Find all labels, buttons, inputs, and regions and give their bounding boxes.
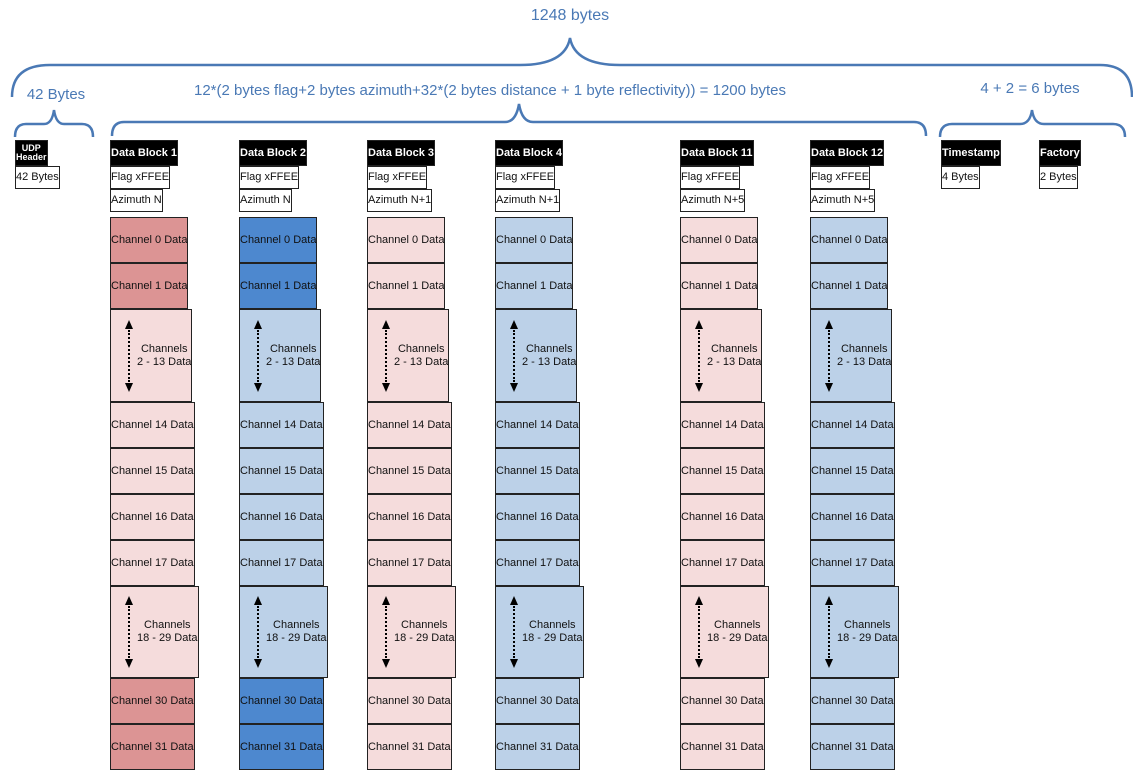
channel-range-cell [239, 309, 321, 402]
channel-cell: Channel 31 Data [239, 724, 324, 770]
range-label-line1: Channels [710, 342, 758, 355]
channel-cell: Channel 30 Data [495, 678, 580, 724]
range-arrow-icon [254, 320, 262, 392]
channel-cell: Channel 0 Data [239, 217, 317, 263]
channel-cell: Channel 0 Data [680, 217, 758, 263]
range-label-line1: Channels [529, 619, 576, 631]
channel-cell: Channel 17 Data [110, 540, 195, 586]
block-azimuth: Azimuth N+1 [495, 189, 560, 212]
channel-cell: Channel 16 Data [810, 494, 895, 540]
range-label-line2: 18 - 29 Data [837, 632, 898, 644]
tail-size-label: 4 + 2 = 6 bytes [980, 80, 1080, 97]
channel-range-cell [110, 309, 192, 402]
channel-cell: Channel 14 Data [367, 402, 452, 448]
block-title: Data Block 11 [680, 140, 754, 166]
channel-cell: Channel 31 Data [367, 724, 452, 770]
range-arrow-icon [825, 596, 833, 668]
channel-cell: Channel 16 Data [680, 494, 765, 540]
channel-cell: Channel 30 Data [110, 678, 195, 724]
channel-cell: Channel 17 Data [367, 540, 452, 586]
channel-cell: Channel 14 Data [680, 402, 765, 448]
channel-cell: Channel 14 Data [110, 402, 195, 448]
range-label-line2: 18 - 29 Data [266, 632, 327, 644]
range-label-line2: 18 - 29 Data [137, 632, 198, 644]
block-azimuth: Azimuth N [110, 189, 163, 212]
range-label-line1: Channels [140, 342, 188, 355]
range-label-line2: 2 - 13 Data [266, 355, 321, 368]
channel-cell: Channel 16 Data [367, 494, 452, 540]
channel-cell: Channel 31 Data [110, 724, 195, 770]
channel-cell: Channel 17 Data [810, 540, 895, 586]
range-label-line2: 2 - 13 Data [707, 355, 762, 368]
block-title: Data Block 1 [110, 140, 178, 166]
channel-cell: Channel 30 Data [680, 678, 765, 724]
block-flag: Flag xFFEE [110, 166, 170, 189]
channel-cell: Channel 17 Data [239, 540, 324, 586]
range-label-line1: Channels [273, 619, 320, 631]
range-label-line2: 2 - 13 Data [137, 355, 192, 368]
channel-cell: Channel 16 Data [239, 494, 324, 540]
range-label [837, 343, 891, 369]
channel-cell: Channel 30 Data [810, 678, 895, 724]
factory-size: 2 Bytes [1039, 166, 1078, 189]
channel-cell: Channel 15 Data [110, 448, 195, 494]
channel-cell: Channel 17 Data [680, 540, 765, 586]
channel-cell: Channel 15 Data [680, 448, 765, 494]
range-label-line2: 2 - 13 Data [394, 355, 449, 368]
channel-cell: Channel 15 Data [495, 448, 580, 494]
channel-cell: Channel 16 Data [495, 494, 580, 540]
timestamp-title: Timestamp [941, 140, 1001, 166]
block-azimuth: Azimuth N+5 [810, 189, 875, 212]
range-arrow-icon [382, 596, 390, 668]
channel-cell: Channel 1 Data [239, 263, 317, 309]
header-size-label: 42 Bytes [26, 86, 86, 103]
range-arrow-icon [695, 596, 703, 668]
channel-cell: Channel 16 Data [110, 494, 195, 540]
range-label [522, 343, 576, 369]
range-arrow-icon [510, 596, 518, 668]
block-title: Data Block 12 [810, 140, 884, 166]
channel-cell: Channel 31 Data [810, 724, 895, 770]
range-arrow-icon [254, 596, 262, 668]
range-label-line2: 18 - 29 Data [394, 632, 455, 644]
range-label-line2: 2 - 13 Data [522, 355, 577, 368]
range-arrow-icon [125, 320, 133, 392]
channel-cell: Channel 14 Data [810, 402, 895, 448]
range-label-line1: Channels [840, 342, 888, 355]
channel-cell: Channel 14 Data [239, 402, 324, 448]
range-label [266, 619, 327, 645]
channel-range-cell [367, 309, 449, 402]
factory-title: Factory [1039, 140, 1081, 166]
channel-cell: Channel 1 Data [495, 263, 573, 309]
block-title: Data Block 4 [495, 140, 563, 166]
range-arrow-icon [510, 320, 518, 392]
timestamp-size: 4 Bytes [941, 166, 980, 189]
range-label-line1: Channels [397, 342, 445, 355]
range-label-line1: Channels [714, 619, 761, 631]
udp-header-title [15, 140, 48, 166]
block-title: Data Block 2 [239, 140, 307, 166]
channel-cell: Channel 14 Data [495, 402, 580, 448]
payload-brace [112, 104, 926, 136]
channel-range-cell [810, 586, 899, 678]
channel-cell: Channel 30 Data [367, 678, 452, 724]
channel-cell: Channel 1 Data [110, 263, 188, 309]
channel-cell: Channel 15 Data [239, 448, 324, 494]
block-flag: Flag xFFEE [367, 166, 427, 189]
range-label-line1: Channels [144, 619, 191, 631]
range-arrow-icon [825, 320, 833, 392]
block-flag: Flag xFFEE [495, 166, 555, 189]
tail-brace [940, 110, 1125, 137]
block-flag: Flag xFFEE [239, 166, 299, 189]
range-label-line1: Channels [401, 619, 448, 631]
channel-cell: Channel 15 Data [810, 448, 895, 494]
range-label-line2: 18 - 29 Data [522, 632, 583, 644]
channel-range-cell [810, 309, 892, 402]
range-label-line1: Channels [269, 342, 317, 355]
channel-cell: Channel 0 Data [495, 217, 573, 263]
channel-cell: Channel 1 Data [367, 263, 445, 309]
channel-range-cell [680, 586, 769, 678]
range-label-line1: Channels [525, 342, 573, 355]
channel-cell: Channel 1 Data [680, 263, 758, 309]
channel-cell: Channel 31 Data [495, 724, 580, 770]
range-label [394, 343, 448, 369]
channel-cell: Channel 0 Data [367, 217, 445, 263]
channel-range-cell [110, 586, 199, 678]
range-label [394, 619, 455, 645]
header-brace [15, 110, 93, 137]
channel-cell: Channel 31 Data [680, 724, 765, 770]
channel-range-cell [680, 309, 762, 402]
range-arrow-icon [125, 596, 133, 668]
range-label [707, 343, 761, 369]
channel-range-cell [495, 309, 577, 402]
channel-cell: Channel 0 Data [110, 217, 188, 263]
block-flag: Flag xFFEE [680, 166, 740, 189]
block-azimuth: Azimuth N+5 [680, 189, 745, 212]
range-label-line2: 18 - 29 Data [707, 632, 768, 644]
channel-cell: Channel 1 Data [810, 263, 888, 309]
block-azimuth: Azimuth N [239, 189, 292, 212]
block-azimuth: Azimuth N+1 [367, 189, 432, 212]
udp-header-size: 42 Bytes [15, 166, 60, 189]
channel-cell: Channel 15 Data [367, 448, 452, 494]
channel-range-cell [495, 586, 584, 678]
channel-cell: Channel 30 Data [239, 678, 324, 724]
range-arrow-icon [382, 320, 390, 392]
range-label [137, 343, 191, 369]
range-label [707, 619, 768, 645]
channel-range-cell [239, 586, 328, 678]
range-label-line2: 2 - 13 Data [837, 355, 892, 368]
block-flag: Flag xFFEE [810, 166, 870, 189]
channel-cell: Channel 17 Data [495, 540, 580, 586]
total-size-label: 1248 bytes [530, 7, 610, 24]
udp-header-title-line2: Header [16, 152, 47, 162]
udp-header-title-line1: UDP [21, 143, 41, 153]
range-arrow-icon [695, 320, 703, 392]
payload-size-label: 12*(2 bytes flag+2 bytes azimuth+32*(2 bytes distance + 1 byte reflectivity)) = 1200 bytes [194, 82, 786, 99]
channel-range-cell [367, 586, 456, 678]
range-label-line1: Channels [844, 619, 891, 631]
range-label [522, 619, 583, 645]
range-label [137, 619, 198, 645]
channel-cell: Channel 0 Data [810, 217, 888, 263]
block-title: Data Block 3 [367, 140, 435, 166]
range-label [837, 619, 898, 645]
range-label [266, 343, 320, 369]
